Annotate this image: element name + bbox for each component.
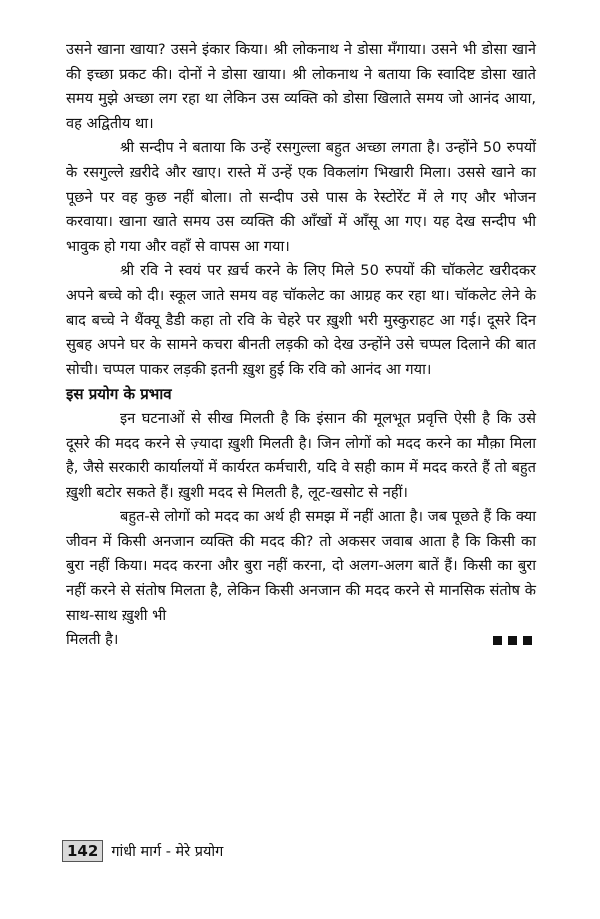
closing-last-text: मिलती है। (66, 631, 119, 649)
paragraph-closing: बहुत-से लोगों को मदद का अर्थ ही समझ में नहीं आता है। जब पूछते हैं कि क्या जीवन में किसी अनजान व्यक्ति की मदद की? तो अकसर जवाब आता है कि किसी का बुरा नहीं किया। मदद करना और बुरा नहीं करना, दो अलग-अलग बातें हैं। किसी का बुरा नहीं करने से संतोष मिलता है, लेकिन किसी अनजान की मदद करने से मानसिक संतोष के साथ-साथ ख़ुशी भी (66, 508, 536, 624)
page-body (66, 38, 536, 653)
end-ornament-icon (493, 636, 532, 645)
paragraph-sandeep: श्री सन्दीप ने बताया कि उन्हें रसगुल्ला बहुत अच्छा लगता है। उन्होंने 50 रुपयों के रसगुल्ले ख़रीदे और खाए। रास्ते में उन्हें एक विकलांग भिखारी मिला। उससे खाने का पूछने पर वह कुछ नहीं बोला। तो सन्दीप उसे पास के रेस्टोरेंट में ले गए और भोजन करवाया। खाना खाते समय उस व्यक्ति की आँखों में आँसू आ गए। यह देख सन्दीप भी भावुक हो गया और वहाँ से वापस आ गया। (66, 139, 536, 255)
book-title: गांधी मार्ग - मेरे प्रयोग (111, 844, 224, 860)
page-footer (62, 840, 223, 862)
page-number: 142 (62, 840, 103, 862)
paragraph-effects: इन घटनाओं से सीख मिलती है कि इंसान की मूलभूत प्रवृत्ति ऐसी है कि उसे दूसरे की मदद करने से ज़्यादा ख़ुशी मिलती है। जिन लोगों को मदद करने का मौक़ा मिला है, जैसे सरकारी कार्यालयों में कार्यरत कर्मचारी, यदि वे सही काम में मदद करते हैं तो बहुत ख़ुशी बटोर सकते हैं। ख़ुशी मदद से मिलती है, लूट-खसोट से नहीं। (66, 409, 536, 501)
closing-last-line (66, 628, 536, 653)
paragraph-lokanath: उसने खाना खाया? उसने इंकार किया। श्री लोकनाथ ने डोसा मँगाया। उसने भी डोसा खाने की इच्छा प्रकट की। दोनों ने डोसा खाया। श्री लोकनाथ ने बताया कि स्वादिष्ट डोसा खाते समय मुझे अच्छा लग रहा था लेकिन उस व्यक्ति को डोसा खिलाते समय जो आनंद आया, वह अद्वितीय था। (66, 41, 536, 132)
paragraph-ravi: श्री रवि ने स्वयं पर ख़र्च करने के लिए मिले 50 रुपयों की चॉकलेट खरीदकर अपने बच्चे को दी। स्कूल जाते समय वह चॉकलेट का आग्रह कर रहा था। चॉकलेट लेने के बाद बच्चे ने थैंक्यू डैडी कहा तो रवि के चेहरे पर ख़ुशी भरी मुस्कुराहट आ गई। दूसरे दिन सुबह अपने घर के सामने कचरा बीनती लड़की को देख उन्होंने उसे चप्पल दिलाने की बात सोची। चप्पल पाकर लड़की इतनी ख़ुश हुई कि रवि को आनंद आ गया। (66, 262, 536, 378)
section-heading: इस प्रयोग के प्रभाव (66, 385, 172, 404)
